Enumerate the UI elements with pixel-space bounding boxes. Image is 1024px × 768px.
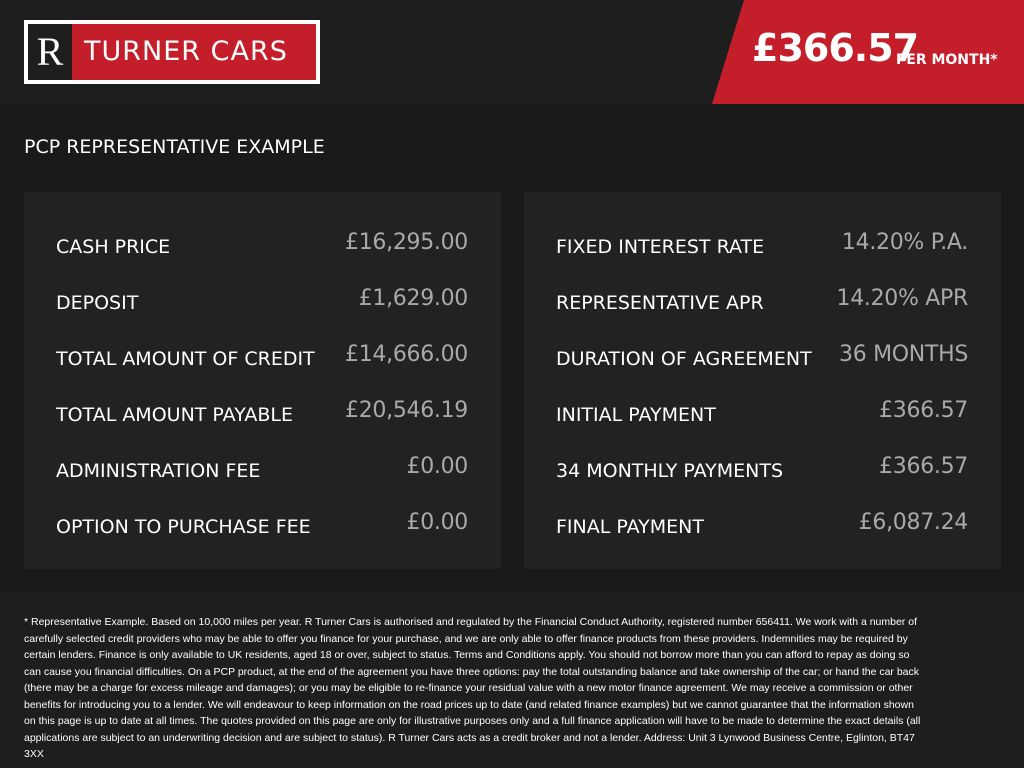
row-value: £366.57 xyxy=(879,454,968,479)
row-value: £0.00 xyxy=(406,510,468,535)
row-total-credit xyxy=(56,336,468,376)
row-label: TOTAL AMOUNT PAYABLE xyxy=(56,404,293,426)
row-cash-price xyxy=(56,224,468,264)
row-label: ADMINISTRATION FEE xyxy=(56,460,261,482)
row-label: INITIAL PAYMENT xyxy=(556,404,716,426)
row-label: CASH PRICE xyxy=(56,236,171,258)
row-label: REPRESENTATIVE APR xyxy=(556,292,764,314)
turner-cars-logo[interactable] xyxy=(24,20,320,84)
row-duration xyxy=(556,336,968,376)
row-value: £366.57 xyxy=(879,398,968,423)
row-value: £1,629.00 xyxy=(358,286,468,311)
row-interest-rate xyxy=(556,224,968,264)
monthly-price-suffix: PER MONTH* xyxy=(896,52,998,68)
row-value: £20,546.19 xyxy=(345,398,468,423)
logo-text: TURNER CARS xyxy=(84,36,288,67)
row-label: FIXED INTEREST RATE xyxy=(556,236,765,258)
row-label: DURATION OF AGREEMENT xyxy=(556,348,812,370)
row-value: £14,666.00 xyxy=(345,342,468,367)
row-apr xyxy=(556,280,968,320)
monthly-price-amount: £366.57 xyxy=(752,26,919,70)
row-value: £16,295.00 xyxy=(345,230,468,255)
row-final-payment xyxy=(556,504,968,544)
row-label: 34 MONTHLY PAYMENTS xyxy=(556,460,784,482)
row-value: 36 MONTHS xyxy=(839,342,968,367)
row-value: 14.20% APR xyxy=(836,286,968,311)
row-label: FINAL PAYMENT xyxy=(556,516,704,538)
section-title: PCP REPRESENTATIVE EXAMPLE xyxy=(24,136,325,158)
row-label: DEPOSIT xyxy=(56,292,139,314)
row-label: OPTION TO PURCHASE FEE xyxy=(56,516,311,538)
finance-panel-right xyxy=(524,192,1001,569)
finance-panel-left xyxy=(24,192,501,569)
row-admin-fee xyxy=(56,448,468,488)
row-initial-payment xyxy=(556,392,968,432)
finance-disclaimer: * Representative Example. Based on 10,000 miles per year. R Turner Cars is authorised and regulated by the Financial Conduct Authority, registered number 656411. We work with a number of carefully selected credit providers who may be able to offer you finance for your purchase, and we are only able to offer finance products from these providers. Indemnities may be required by certain lenders. Finance is only available to UK residents, aged 18 or over, subject to status. Terms and Conditions apply. You should not borrow more than you can afford to repay as doing so can cause you financial difficulties. On a PCP product, at the end of the agreement you have three options: pay the total outstanding balance and take ownership of the car; or hand the car back (there may be a charge for excess mileage and damages); or you may be eligible to re-finance your residual value with a new motor finance agreement. We may receive a commission or other benefits for introducing you to a lender. We will endeavour to keep information on the road prices up to date (and related finance examples) but we cannot guarantee that the information shown on this page is up to date at all times. The quotes provided on this page are only for illustrative purposes only and a full finance application will have to be made to determine the exact details (all applications are subject to an underwriting decision and are subject to status). R Turner Cars acts as a credit broker and not a lender. Address: Unit 3 Lynwood Business Centre, Eglinton, BT47 3XX xyxy=(24,616,921,760)
logo-letter: R xyxy=(28,24,72,80)
row-value: £0.00 xyxy=(406,454,468,479)
row-value: £6,087.24 xyxy=(858,510,968,535)
row-monthly-payments xyxy=(556,448,968,488)
row-value: 14.20% P.A. xyxy=(841,230,968,255)
row-purchase-fee xyxy=(56,504,468,544)
row-deposit xyxy=(56,280,468,320)
logo-banner xyxy=(28,24,316,80)
row-label: TOTAL AMOUNT OF CREDIT xyxy=(56,348,315,370)
row-total-payable xyxy=(56,392,468,432)
